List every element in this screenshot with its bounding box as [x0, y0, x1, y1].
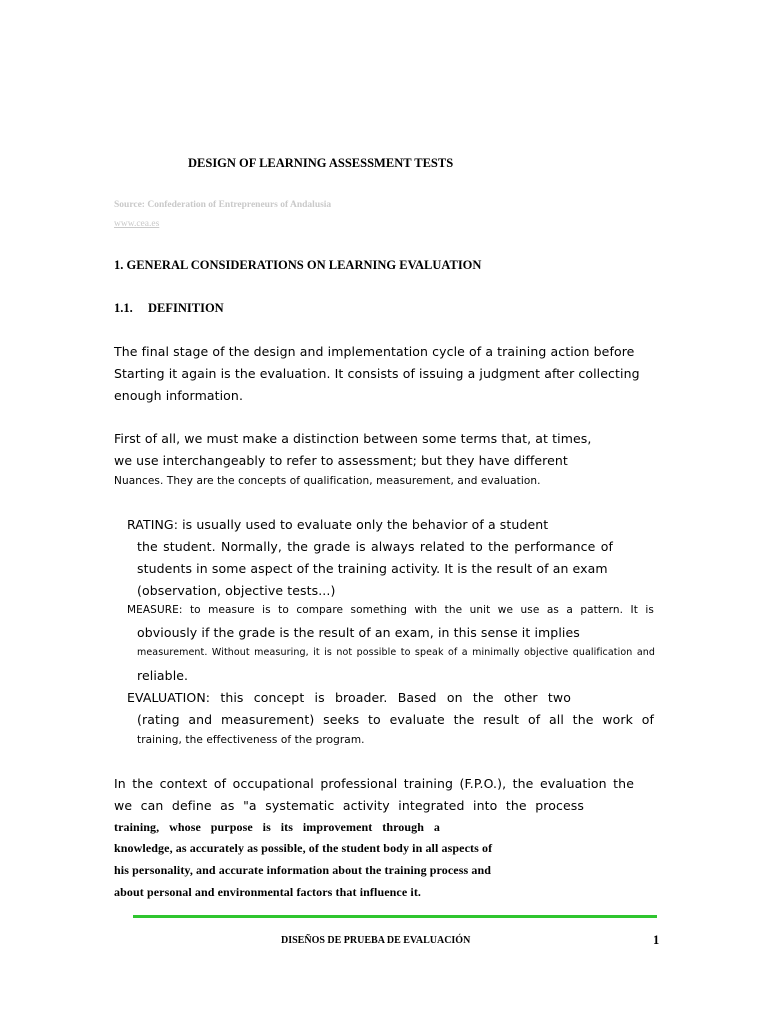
paragraph-3-line: knowledge, as accurately as possible, of the student body in all aspects of — [114, 841, 493, 855]
document-title: DESIGN OF LEARNING ASSESSMENT TESTS — [188, 156, 454, 170]
section-heading: 1. GENERAL CONSIDERATIONS ON LEARNING EVALUATION — [114, 258, 482, 272]
paragraph-2-line: Nuances. They are the concepts of qualification, measurement, and evaluation. — [114, 475, 541, 487]
subsection-title: DEFINITION — [148, 301, 224, 315]
subsection-number: 1.1. — [114, 301, 133, 315]
bullet-measure-line: obviously if the grade is the result of an exam, in this sense it implies — [137, 625, 580, 640]
paragraph-2-line: First of all, we must make a distinction between some terms that, at times, — [114, 431, 592, 446]
bullet-evaluation-line: (rating and measurement) seeks to evaluate the result of all the work of — [137, 712, 654, 727]
bullet-rating-lead: RATING: is usually used to evaluate only the behavior of a student — [127, 517, 549, 532]
bullet-rating-line: students in some aspect of the training activity. It is the result of an exam — [137, 561, 608, 576]
paragraph-3-line: In the context of occupational professional training (F.P.O.), the evaluation the — [114, 776, 634, 791]
paragraph-1-line: Starting it again is the evaluation. It consists of issuing a judgment after collecting — [114, 366, 640, 381]
paragraph-3-line: his personality, and accurate information about the training process and — [114, 863, 492, 877]
bullet-rating-line: the student. Normally, the grade is always related to the performance of — [137, 539, 613, 554]
paragraph-1-line: The final stage of the design and implementation cycle of a training action before — [114, 344, 635, 359]
footer-rule — [133, 915, 657, 918]
bullet-rating-line: (observation, objective tests...) — [137, 583, 336, 598]
bullet-evaluation-line: training, the effectiveness of the program. — [137, 734, 365, 746]
bullet-measure-line: measurement. Without measuring, it is not possible to speak of a minimally objective qualification and — [137, 647, 655, 658]
footer-label: DISEÑOS DE PRUEBA DE EVALUACIÓN — [281, 935, 471, 946]
source-line: Source: Confederation of Entrepreneurs of Andalusia — [114, 200, 332, 210]
paragraph-3-line: we can define as "a systematic activity integrated into the process — [114, 798, 584, 813]
bullet-evaluation-lead: EVALUATION: this concept is broader. Based on the other two — [127, 690, 571, 705]
paragraph-3-line: about personal and environmental factors that influence it. — [114, 885, 422, 899]
paragraph-2-line: we use interchangeably to refer to assessment; but they have different — [114, 453, 568, 468]
paragraph-1-line: enough information. — [114, 388, 244, 403]
page-number: 1 — [653, 933, 660, 947]
bullet-measure-lead: MEASURE: to measure is to compare something with the unit we use as a pattern. It is — [127, 604, 654, 616]
source-link[interactable]: www.cea.es — [114, 219, 160, 229]
bullet-measure-line: reliable. — [137, 668, 189, 683]
paragraph-3-line: training, whose purpose is its improvement through a — [114, 820, 440, 834]
